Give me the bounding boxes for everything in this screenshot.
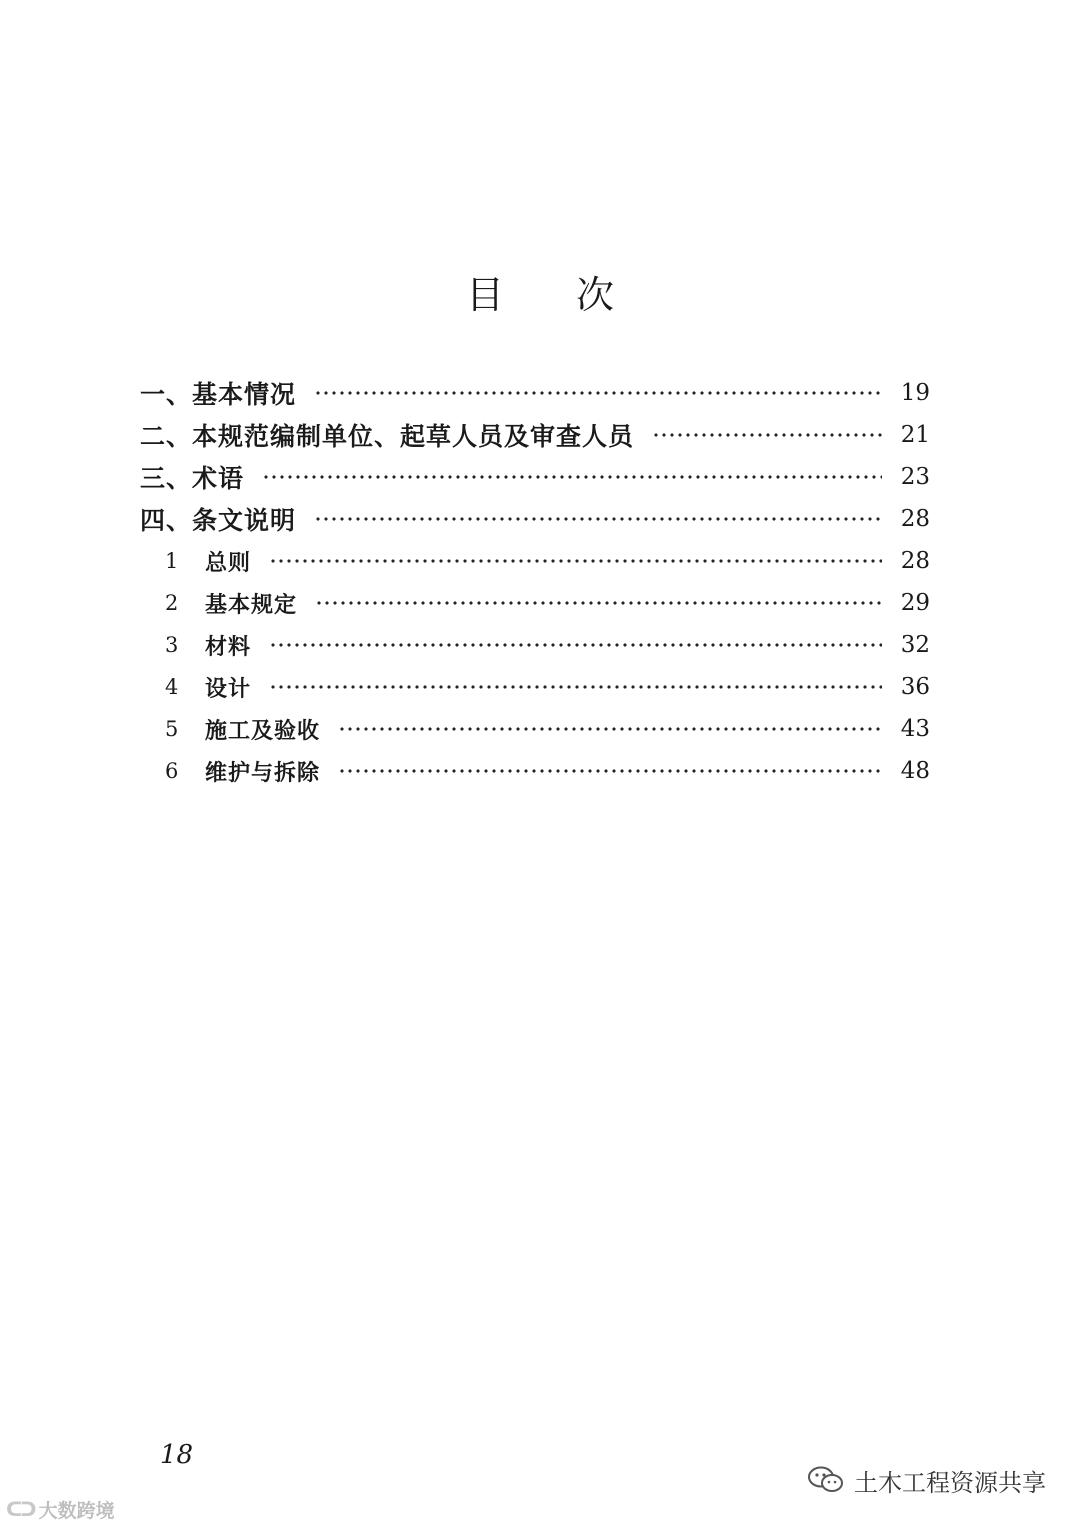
toc-subentry-label: 材料	[205, 634, 252, 660]
watermark-left-text: 大数跨境	[38, 1499, 115, 1522]
toc-subentry-number: 3	[165, 633, 179, 657]
toc-subentry-label: 施工及验收	[205, 718, 321, 744]
page-number: 18	[160, 1440, 194, 1470]
leader-dots	[338, 726, 882, 732]
toc-subentry-number: 1	[165, 549, 179, 573]
toc-entry-label: 四、条文说明	[140, 506, 297, 535]
toc-entry-label: 三、术语	[140, 464, 245, 493]
toc-subentry[interactable]	[165, 750, 930, 792]
toc-entry-page: 23	[900, 464, 930, 490]
toc-entry-page: 21	[900, 422, 930, 448]
leader-dots	[314, 390, 882, 396]
leader-dots	[262, 474, 882, 480]
toc-entry[interactable]	[140, 414, 930, 456]
watermark-right	[806, 1462, 1046, 1498]
toc-subentry-page: 28	[900, 548, 930, 574]
toc-subentry-label: 设计	[205, 676, 252, 702]
toc-subentry-label: 总则	[205, 550, 252, 576]
toc-subentry-page: 36	[900, 674, 930, 700]
toc-entry-page: 28	[900, 506, 930, 532]
leader-dots	[652, 432, 882, 438]
toc-subentry[interactable]	[165, 666, 930, 708]
toc-entry-page: 19	[900, 380, 930, 406]
toc-subentry-page: 43	[900, 716, 930, 742]
leader-dots	[269, 684, 882, 690]
toc-subentry-label: 基本规定	[205, 592, 298, 618]
page-title	[0, 264, 1080, 319]
watermark-left	[6, 1494, 115, 1524]
wechat-icon	[806, 1465, 846, 1495]
toc-entry-label: 一、基本情况	[140, 380, 297, 409]
toc-subentry[interactable]	[165, 540, 930, 582]
title-char-2: 次	[576, 273, 615, 317]
toc-subentry-page: 29	[900, 590, 930, 616]
leader-dots	[314, 516, 882, 522]
toc-subentry-page: 32	[900, 632, 930, 658]
toc-subentry-page: 48	[900, 758, 930, 784]
toc-subentry-label: 维护与拆除	[205, 760, 321, 786]
leader-dots	[269, 642, 882, 648]
toc-subentry[interactable]	[165, 582, 930, 624]
toc-entry[interactable]	[140, 456, 930, 498]
toc-subentry-number: 6	[165, 759, 179, 783]
toc-entry[interactable]	[140, 372, 930, 414]
toc-subentry[interactable]	[165, 624, 930, 666]
leader-dots	[338, 768, 882, 774]
leader-dots	[315, 600, 882, 606]
toc-subentry[interactable]	[165, 708, 930, 750]
toc-entry[interactable]	[140, 498, 930, 540]
toc-subentry-number: 2	[165, 591, 179, 615]
watermark-right-text: 土木工程资源共享	[854, 1468, 1046, 1497]
toc-entry-label: 二、本规范编制单位、起草人员及审查人员	[140, 422, 635, 451]
toc-subentry-number: 4	[165, 675, 179, 699]
title-char-1: 目	[465, 273, 504, 317]
kg-logo-icon: ᑕᑐ	[6, 1497, 35, 1521]
leader-dots	[269, 558, 882, 564]
toc-subentry-number: 5	[165, 717, 179, 741]
